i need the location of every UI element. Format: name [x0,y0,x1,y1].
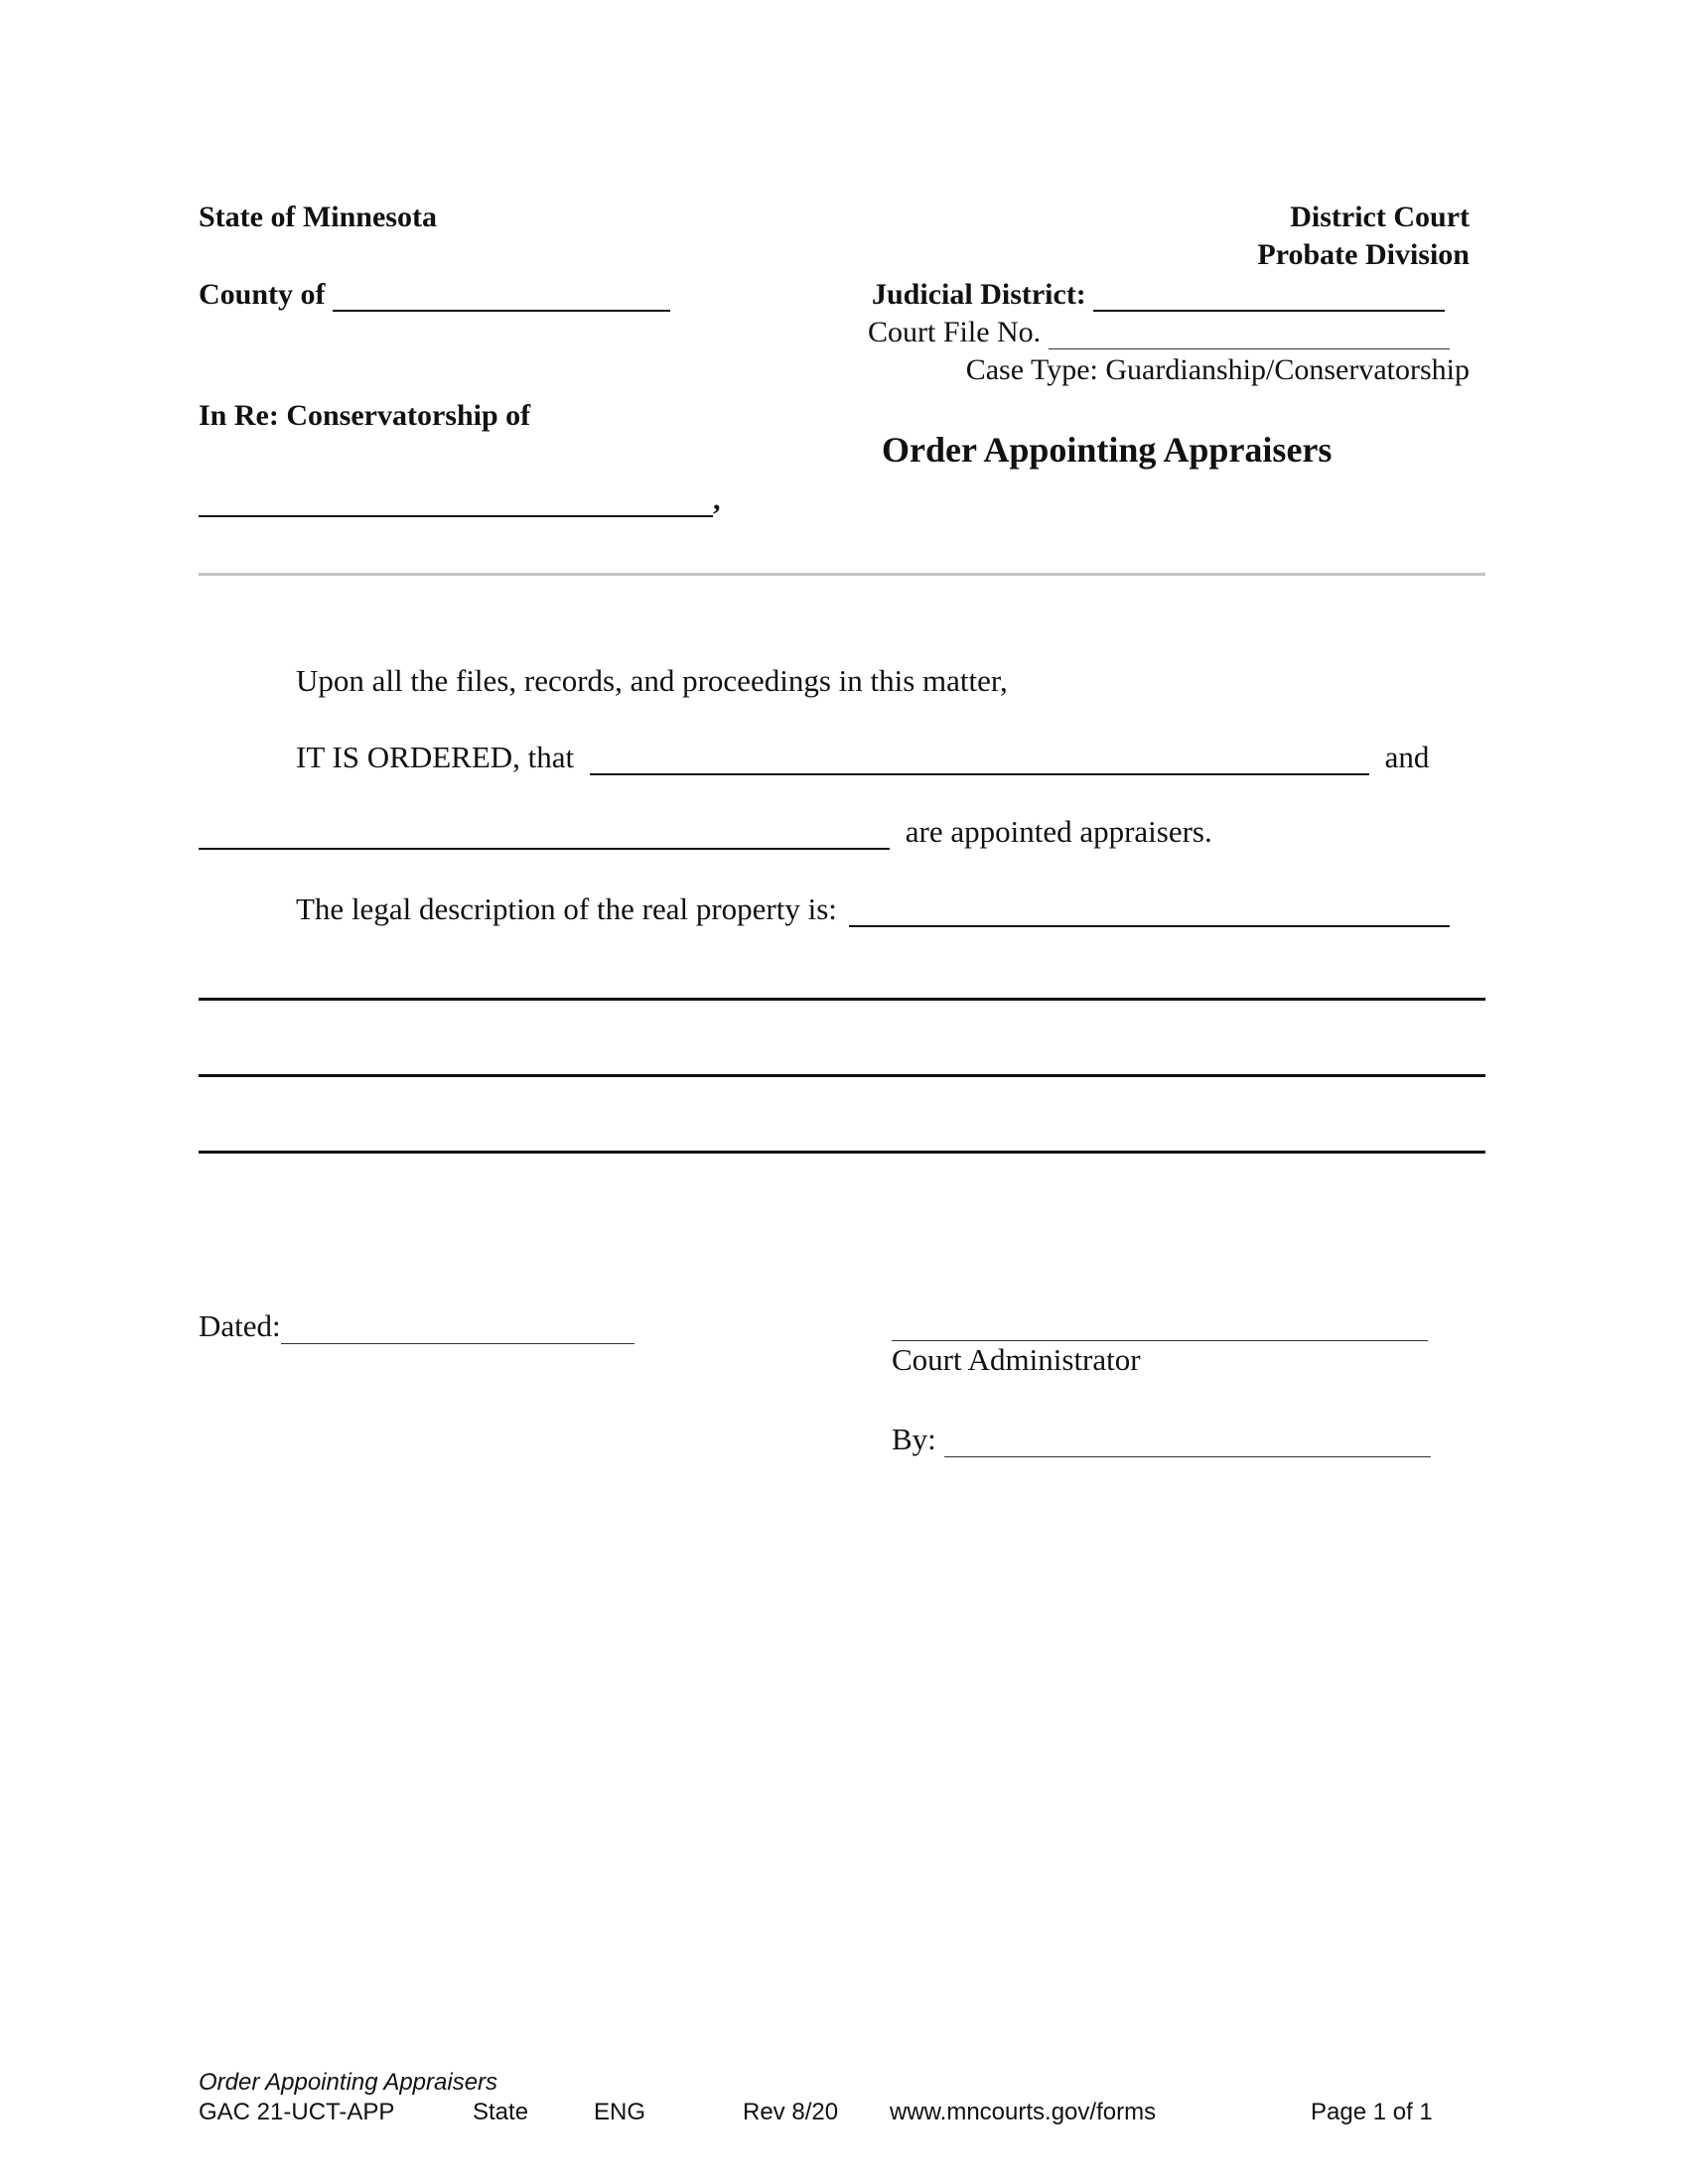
footer-website-link[interactable]: www.mncourts.gov/forms [890,2099,1157,2125]
footer-form-title: Order Appointing Appraisers [199,2069,498,2096]
dated-label: Dated: [199,1308,281,1343]
county-field [199,278,670,312]
by-input[interactable] [944,1427,1431,1457]
court-file-input[interactable] [1049,319,1450,349]
respondent-name-comma: , [713,483,721,516]
footer-language: ENG [594,2099,646,2125]
judicial-district-input[interactable] [1093,280,1445,312]
legal-description-line-3[interactable] [199,1074,1485,1077]
header-divider [199,573,1485,576]
court-file-label: Court File No. [868,316,1042,348]
court-label: District Court [1290,201,1470,233]
respondent-name-field [199,483,721,517]
footer-form-code: GAC 21-UCT-APP [199,2099,395,2125]
dated-input[interactable] [281,1313,634,1344]
court-administrator-label: Court Administrator [892,1342,1141,1377]
legal-description-line [296,891,1450,927]
division-label: Probate Division [1257,238,1470,271]
administrator-signature-line[interactable] [892,1340,1428,1341]
appraiser-1-input[interactable] [590,744,1369,775]
legal-description-line-2[interactable] [199,998,1485,1001]
footer-jurisdiction: State [473,2099,529,2125]
appraiser-2-input[interactable] [199,818,890,850]
appointed-label: are appointed appraisers. [905,814,1212,849]
intro-text: Upon all the files, records, and proceedings in this matter, [296,663,1008,698]
respondent-name-input[interactable] [199,485,713,517]
ordered-line [296,740,1429,775]
county-label: County of [199,278,326,311]
judicial-district-field [872,278,1445,312]
by-label: By: [892,1422,936,1456]
footer-page-number: Page 1 of 1 [1311,2099,1433,2125]
footer-revision: Rev 8/20 [743,2099,839,2125]
ordered-label: IT IS ORDERED, that [296,740,575,774]
dated-field [199,1308,634,1344]
by-field [892,1422,1431,1457]
legal-description-line-4[interactable] [199,1151,1485,1154]
legal-description-label: The legal description of the real property is: [296,891,837,926]
state-label: State of Minnesota [199,201,437,233]
legal-description-input[interactable] [849,895,1450,927]
county-input[interactable] [333,280,670,312]
court-file-field [868,316,1450,349]
in-re-label: In Re: Conservatorship of [199,399,531,432]
judicial-district-label: Judicial District: [872,278,1086,311]
appointed-line [199,814,1212,850]
and-label: and [1384,740,1430,774]
case-type-label: Case Type: Guardianship/Conservatorship [965,353,1470,386]
page-title: Order Appointing Appraisers [882,430,1333,470]
